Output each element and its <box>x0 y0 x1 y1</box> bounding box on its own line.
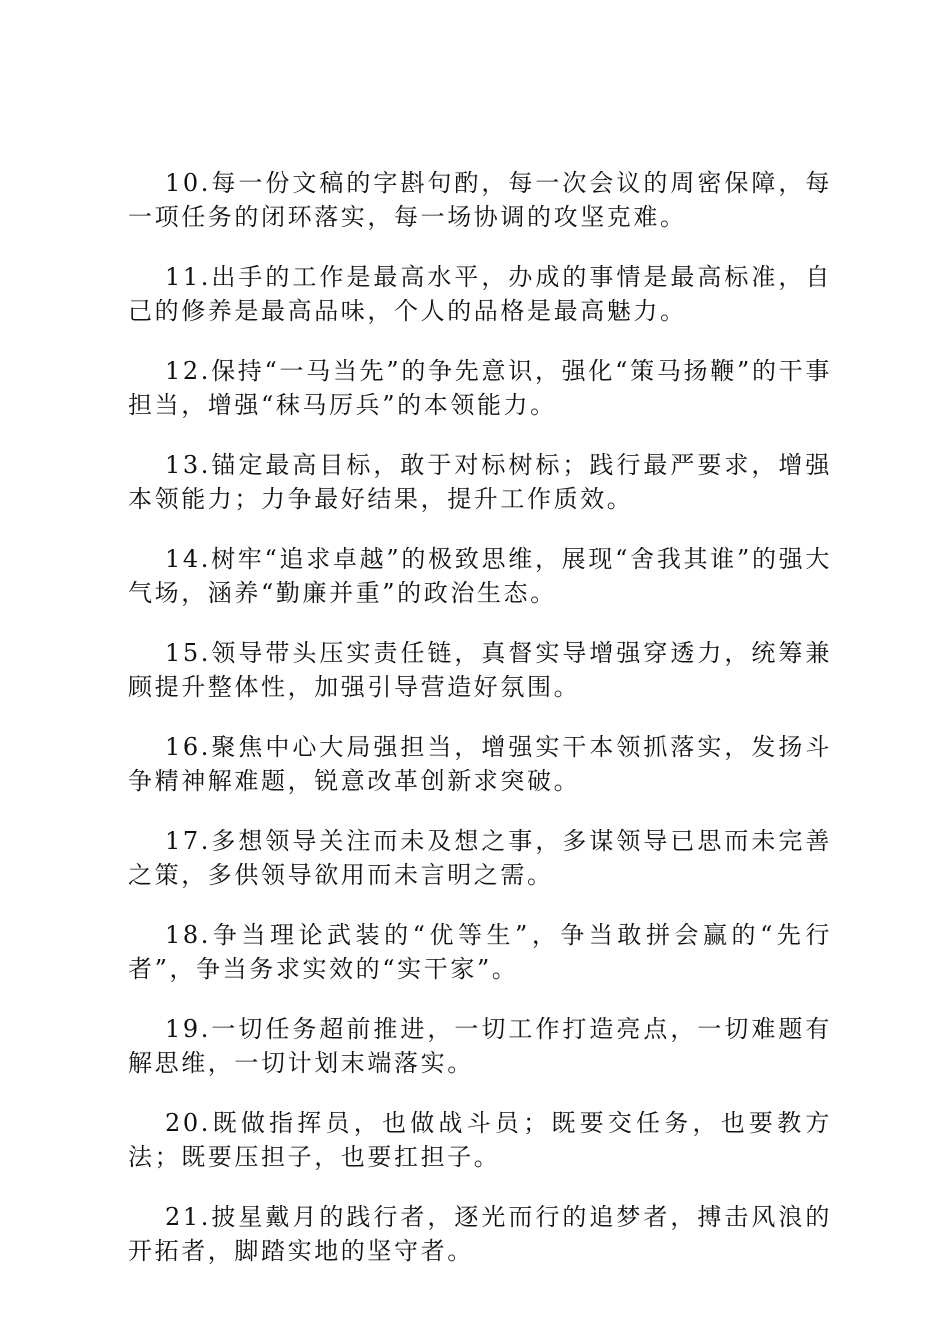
paragraph-16: 16.聚焦中心大局强担当，增强实干本领抓落实，发扬斗争精神解难题，锐意改革创新求突破。 <box>128 733 832 795</box>
paragraph-10: 10.每一份文稿的字斟句酌，每一次会议的周密保障，每一项任务的闭环落实，每一场协调的攻坚克难。 <box>128 169 832 231</box>
paragraph-19: 19.一切任务超前推进，一切工作打造亮点，一切难题有解思维，一切计划末端落实。 <box>128 1015 832 1077</box>
paragraph-17: 17.多想领导关注而未及想之事，多谋领导已思而未完善之策，多供领导欲用而未言明之需。 <box>128 827 832 889</box>
paragraph-14: 14.树牢“追求卓越”的极致思维，展现“舍我其谁”的强大气场，涵养“勤廉并重”的政治生态。 <box>128 545 832 607</box>
paragraph-15: 15.领导带头压实责任链，真督实导增强穿透力，统筹兼顾提升整体性，加强引导营造好氛围。 <box>128 639 832 701</box>
paragraph-13: 13.锚定最高目标，敢于对标树标；践行最严要求，增强本领能力；力争最好结果，提升工作质效。 <box>128 451 832 513</box>
paragraph-21: 21.披星戴月的践行者，逐光而行的追梦者，搏击风浪的开拓者，脚踏实地的坚守者。 <box>128 1203 832 1265</box>
paragraph-12: 12.保持“一马当先”的争先意识，强化“策马扬鞭”的干事担当，增强“秣马厉兵”的本领能力。 <box>128 357 832 419</box>
paragraph-18: 18.争当理论武装的“优等生”，争当敢拼会赢的“先行者”，争当务求实效的“实干家”。 <box>128 921 832 983</box>
paragraph-11: 11.出手的工作是最高水平，办成的事情是最高标准，自己的修养是最高品味，个人的品格是最高魅力。 <box>128 263 832 325</box>
paragraph-20: 20.既做指挥员，也做战斗员；既要交任务，也要教方法；既要压担子，也要扛担子。 <box>128 1109 832 1171</box>
document-body <box>128 166 832 1294</box>
